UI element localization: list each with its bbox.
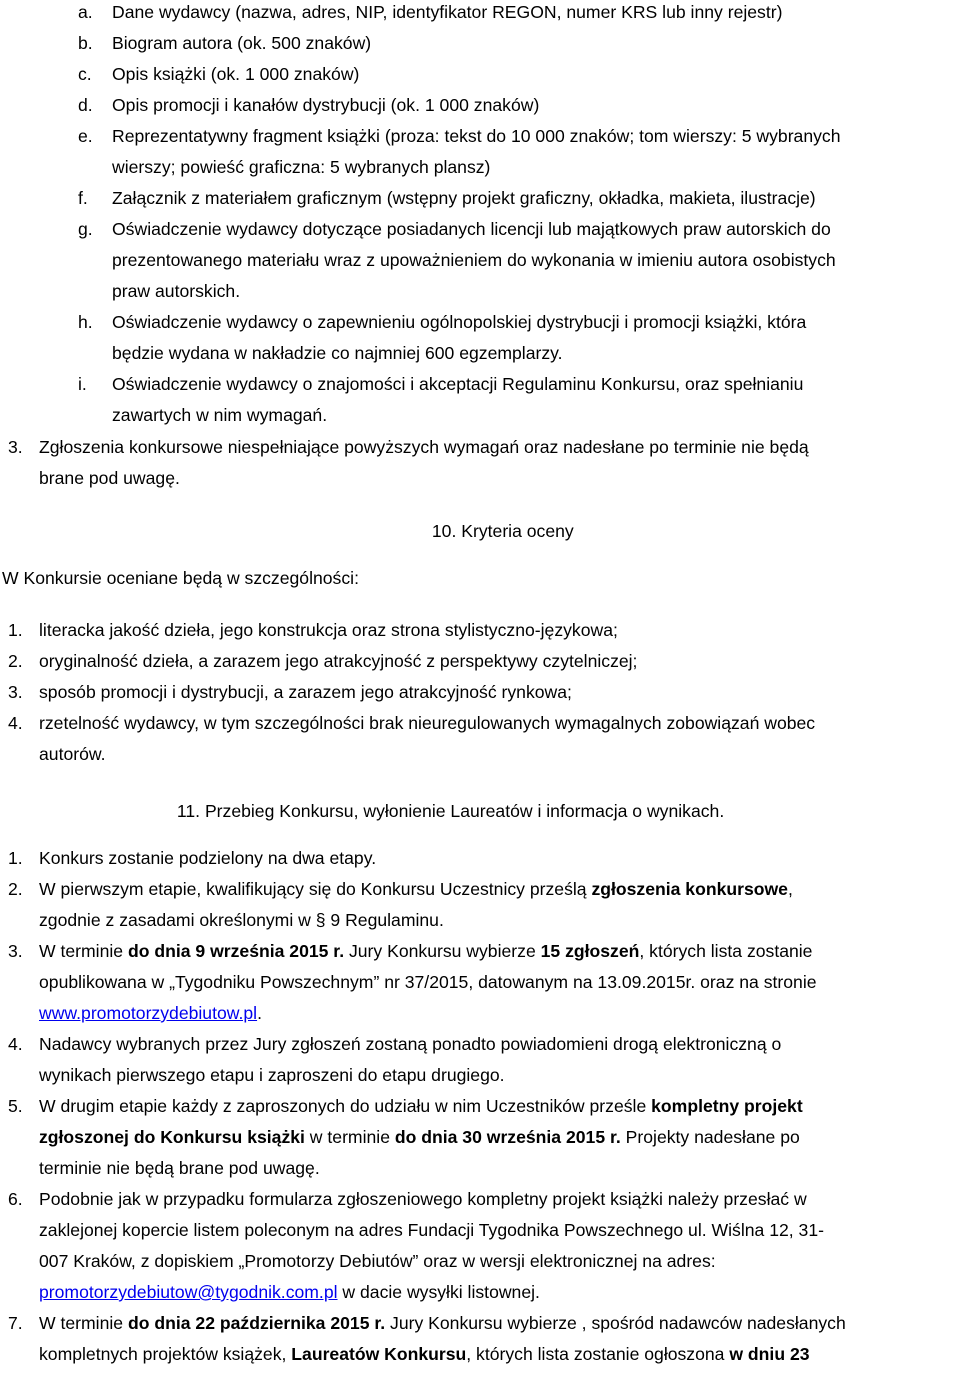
text-segment: w terminie (304, 1127, 395, 1147)
list-marker: 7. (8, 1313, 23, 1333)
list-item-text (112, 121, 841, 183)
text-segment: W terminie (39, 941, 128, 961)
text-line: praw autorskich. (112, 281, 241, 301)
text-line: Oświadczenie wydawcy dotyczące posiadanych licencji lub majątkowych praw autorskich do (112, 219, 831, 239)
list-marker: i. (78, 374, 87, 394)
bold-text: 15 zgłoszeń (540, 941, 640, 961)
list-marker: f. (78, 188, 88, 208)
list-item-text (112, 369, 803, 431)
list-item-text (112, 0, 782, 28)
bold-text: w dniu 23 (729, 1344, 810, 1364)
text-segment: Jury Konkursu wybierze (344, 941, 541, 961)
list-marker: 2. (8, 879, 23, 899)
section-heading-10 (405, 516, 574, 547)
text-line: Oświadczenie wydawcy o znajomości i akceptacji Regulaminu Konkursu, oraz spełnianiu (112, 374, 804, 394)
list-item-text (39, 1184, 824, 1308)
text-line: Biogram autora (ok. 500 znaków) (112, 33, 372, 53)
section-heading-11 (150, 796, 724, 827)
text-segment: w dacie wysyłki listownej. (337, 1282, 540, 1302)
criteria-intro: W Konkursie oceniane będą w szczególności: (2, 568, 359, 588)
list-item-text (112, 307, 806, 369)
list-marker: b. (78, 33, 93, 53)
list-marker: 5. (8, 1096, 23, 1116)
list-item-text (39, 615, 618, 646)
list-marker: 6. (8, 1189, 23, 1209)
list-item-text (39, 708, 815, 770)
text-segment: W pierwszym etapie, kwalifikujący się do Konkursu Uczestnicy prześlą (39, 879, 592, 899)
heading-title: Przebieg Konkursu, wyłonienie Laureatów i informacja o wynikach. (204, 801, 725, 821)
text-segment: W drugim etapie każdy z zaproszonych do udziału w nim Uczestników prześle (39, 1096, 652, 1116)
text-line: zawartych w nim wymagań. (112, 405, 328, 425)
list-marker: 4. (8, 1034, 23, 1054)
list-marker: g. (78, 219, 93, 239)
list-item-text (112, 214, 836, 307)
heading-number: 10. (431, 521, 457, 541)
list-item-text (39, 843, 376, 874)
text-segment: Konkurs zostanie podzielony na dwa etapy. (39, 848, 377, 868)
text-line: będzie wydana w nakładzie co najmniej 600 egzemplarzy. (112, 343, 563, 363)
list-item-text (39, 874, 793, 936)
text-segment: , których lista zostanie (639, 941, 813, 961)
text-line: Opis promocji i kanałów dystrybucji (ok. 1 000 znaków) (112, 95, 540, 115)
text-segment: wynikach pierwszego etapu i zaproszeni do etapu drugiego. (39, 1065, 505, 1085)
list-marker: e. (78, 126, 93, 146)
list-marker: 4. (8, 713, 23, 733)
list-item-text (39, 936, 817, 1029)
bold-text: zgłoszonej do Konkursu książki (39, 1127, 305, 1147)
text-line: Dane wydawcy (nazwa, adres, NIP, identyfikator REGON, numer KRS lub inny rejestr) (112, 2, 783, 22)
list-marker: h. (78, 312, 93, 332)
text-line: prezentowanego materiału wraz z upoważnieniem do wykonania w imieniu autora osobistych (112, 250, 836, 270)
text-line: rzetelność wydawcy, w tym szczególności brak nieuregulowanych wymagalnych zobowiązań wobec (39, 713, 816, 733)
list-item-text (39, 1029, 781, 1091)
text-segment: zgodnie z zasadami określonymi w § 9 Regulaminu. (39, 910, 444, 930)
text-line: literacka jakość dzieła, jego konstrukcja oraz strona stylistyczno-językowa; (39, 620, 618, 640)
text-segment: 007 Kraków, z dopiskiem „Promotorzy Debiutów” oraz w wersji elektronicznej na adres: (39, 1251, 716, 1271)
text-segment: terminie nie będą brane pod uwagę. (39, 1158, 320, 1178)
text-line: autorów. (39, 744, 106, 764)
bold-text: do dnia 9 września 2015 r. (127, 941, 345, 961)
text-line: Załącznik z materiałem graficznym (wstępny projekt graficzny, okładka, makieta, ilustracje) (112, 188, 816, 208)
heading-bullet (150, 796, 172, 827)
list-item-text (39, 646, 637, 677)
text-line: Reprezentatywny fragment książki (proza: tekst do 10 000 znaków; tom wierszy: 5 wybranych (112, 126, 841, 146)
text-segment: , (787, 879, 793, 899)
bold-text: kompletny projekt (651, 1096, 803, 1116)
bold-text: do dnia 22 października 2015 r. (127, 1313, 386, 1333)
list-marker: 3. (8, 941, 23, 961)
text-line: Oświadczenie wydawcy o zapewnieniu ogólnopolskiej dystrybucji i promocji książki, która (112, 312, 807, 332)
text-segment: kompletnych projektów książek, (39, 1344, 292, 1364)
text-segment: W terminie (39, 1313, 128, 1333)
list-item-text (39, 1308, 846, 1370)
list-marker: d. (78, 95, 93, 115)
text-segment: Projekty nadesłane po (620, 1127, 800, 1147)
list-item-text (112, 90, 539, 121)
text-segment: zaklejonej kopercie listem poleconym na adres Fundacji Tygodnika Powszechnego ul. Wiślna 12, 31- (39, 1220, 824, 1240)
list-marker: 1. (8, 620, 23, 640)
list-item-text (112, 28, 371, 59)
bold-text: zgłoszenia konkursowe (591, 879, 788, 899)
list-item-text (112, 59, 359, 90)
text-segment: Podobnie jak w przypadku formularza zgłoszeniowego kompletny projekt książki należy przesłać w (39, 1189, 807, 1209)
text-segment: Jury Konkursu wybierze , spośród nadawców nadesłanych (385, 1313, 846, 1333)
heading-title: Kryteria oceny (461, 521, 574, 541)
list-marker: 1. (8, 848, 23, 868)
list-marker: 2. (8, 651, 23, 671)
list-marker: c. (78, 64, 92, 84)
list-item-text: Zgłoszenia konkursowe niespełniające powyższych wymagań oraz nadesłane po terminie nie będą brane pod uwagę. (39, 437, 809, 488)
heading-bullet (405, 516, 427, 547)
bold-text: do dnia 30 września 2015 r. (394, 1127, 621, 1147)
list-item-text (39, 677, 572, 708)
text-segment: . (257, 1003, 262, 1023)
list-item-text (39, 1091, 803, 1184)
text-line: oryginalność dzieła, a zarazem jego atrakcyjność z perspektywy czytelniczej; (39, 651, 638, 671)
list-marker: 3. (8, 682, 23, 702)
bold-text: Laureatów Konkursu (291, 1344, 467, 1364)
list-marker: 3. (8, 437, 23, 457)
text-line: wierszy; powieść graficzna: 5 wybranych plansz) (112, 157, 491, 177)
text-segment: opublikowana w „Tygodniku Powszechnym” nr 37/2015, datowanym na 13.09.2015r. oraz na stronie (39, 972, 817, 992)
list-marker: a. (78, 2, 93, 22)
text-line: Opis książki (ok. 1 000 znaków) (112, 64, 360, 84)
link[interactable]: promotorzydebiutow@tygodnik.com.pl (39, 1282, 338, 1302)
text-line: sposób promocji i dystrybucji, a zarazem jego atrakcyjność rynkowa; (39, 682, 572, 702)
list-item-text (112, 183, 816, 214)
text-segment: Nadawcy wybranych przez Jury zgłoszeń zostaną ponadto powiadomieni drogą elektroniczną o (39, 1034, 782, 1054)
text-segment: , których lista zostanie ogłoszona (466, 1344, 730, 1364)
link[interactable]: www.promotorzydebiutow.pl (39, 1003, 258, 1023)
heading-number: 11. (176, 801, 201, 821)
